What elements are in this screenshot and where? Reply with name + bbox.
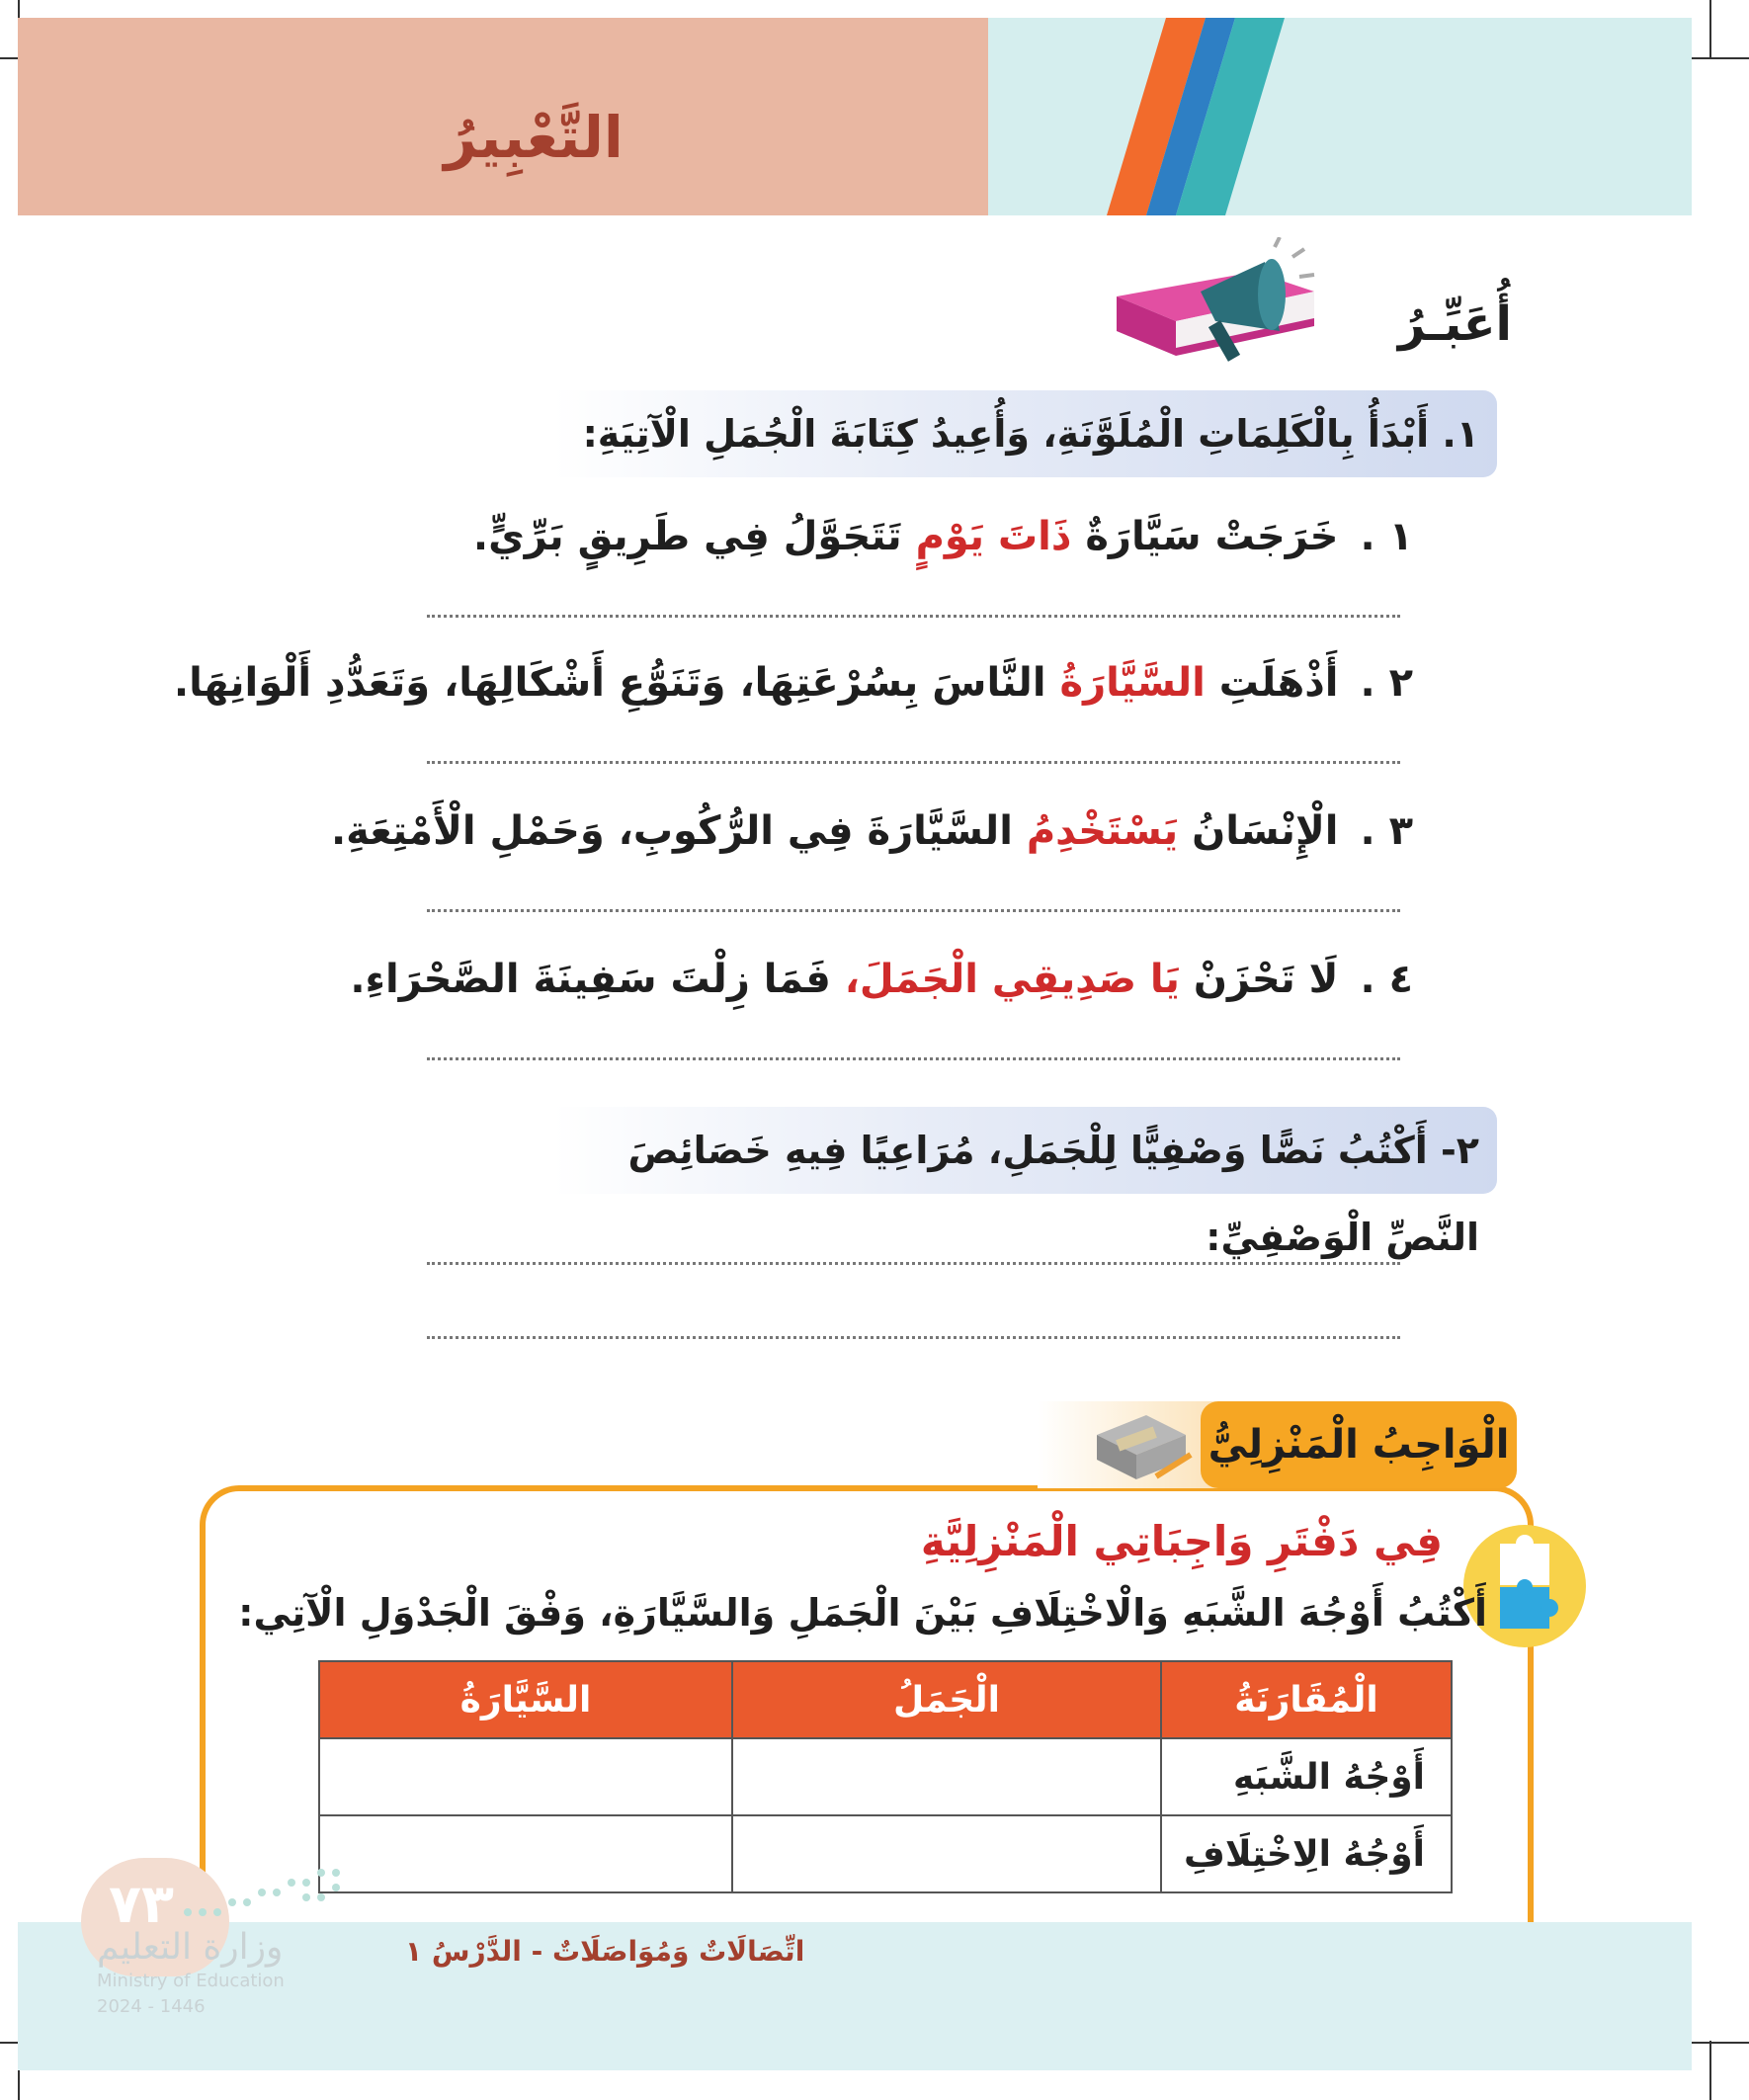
ministry-name-english: Ministry of Education xyxy=(97,1971,285,1991)
highlighted-words: يَا صَدِيقِي الْجَمَلَ، xyxy=(844,957,1180,1002)
section-heading: أُعَبِّـرُ xyxy=(1397,296,1512,352)
sentence-text: لَا تَحْزَنْ xyxy=(1179,957,1339,1002)
sentence-3 xyxy=(331,808,1413,854)
page-number: ٧٣ xyxy=(109,1873,174,1935)
sentence-text: فَمَا زِلْتَ سَفِينَةَ الصَّحْرَاءِ. xyxy=(350,957,845,1002)
highlighted-words: ذَاتَ يَوْمٍ xyxy=(915,514,1072,559)
sentence-text: أَذْهَلَتِ xyxy=(1205,660,1339,706)
book-megaphone-icon xyxy=(1107,237,1324,376)
table-cell[interactable] xyxy=(319,1815,732,1892)
sentence-text: الْإِنْسَانُ xyxy=(1178,808,1339,854)
homework-task: أَكْتُبُ أَوْجُهَ الشَّبَهِ وَالْاخْتِلَافِ بَيْنَ الْجَمَلِ وَالسَّيَّارَةِ، وَفْقَ الْجَدْوَلِ الْآتِي: xyxy=(238,1591,1487,1635)
highlighted-words: السَّيَّارَةُ xyxy=(1059,660,1206,706)
highlighted-words: يَسْتَخْدِمُ xyxy=(1026,808,1179,854)
exercise-1-instruction: ١. أَبْدَأُ بِالْكَلِمَاتِ الْمُلَوَّنَةِ، وَأُعِيدُ كِتَابَةَ الْجُمَلِ الْآتِيَةِ: xyxy=(553,390,1497,477)
table-header-row xyxy=(319,1661,1452,1738)
sentence-text: تَتَجَوَّلُ فِي طَرِيقٍ بَرِّيٍّ. xyxy=(472,514,916,559)
table-header: الْجَمَلُ xyxy=(732,1661,1161,1738)
table-cell[interactable] xyxy=(319,1738,732,1815)
sentence-text: السَّيَّارَةَ فِي الرُّكُوبِ، وَحَمْلِ الْأَمْتِعَةِ. xyxy=(330,808,1027,854)
sentence-2 xyxy=(174,660,1413,706)
answer-line[interactable] xyxy=(427,1262,1400,1265)
answer-line[interactable] xyxy=(427,615,1400,618)
sentence-text: النَّاسَ بِسُرْعَتِهَا، وَتَنَوُّعِ أَشْكَالِهَا، وَتَعَدُّدِ أَلْوَانِهَا. xyxy=(173,660,1060,706)
homework-subtitle: فِي دَفْتَرِ وَاجِبَاتِي الْمَنْزِلِيَّةِ xyxy=(920,1517,1443,1565)
table-row xyxy=(319,1738,1452,1815)
table-cell[interactable] xyxy=(732,1815,1161,1892)
sentence-text: خَرَجَتْ سَيَّارَةٌ xyxy=(1071,514,1339,559)
homework-tab: الْوَاجِبُ الْمَنْزِلِيُّ xyxy=(1201,1401,1517,1488)
table-header: الْمُقَارَنَةُ xyxy=(1161,1661,1452,1738)
sentence-number: ١ . xyxy=(1360,514,1413,559)
sentence-number: ٣ . xyxy=(1360,808,1413,854)
answer-line[interactable] xyxy=(427,1336,1400,1339)
crop-mark xyxy=(1709,0,1711,59)
crop-mark xyxy=(1690,2042,1749,2044)
crop-mark xyxy=(1690,57,1749,59)
table-row xyxy=(319,1815,1452,1892)
lesson-footer: اتِّصَالَاتٌ وَمُوَاصَلَاتٌ - الدَّرْسُ ١ xyxy=(405,1935,805,1968)
sentence-4 xyxy=(350,957,1413,1002)
header-stripes xyxy=(988,18,1285,215)
table-cell-label: أَوْجُهُ الشَّبَهِ xyxy=(1161,1738,1452,1815)
answer-line[interactable] xyxy=(427,1057,1400,1060)
answer-line[interactable] xyxy=(427,909,1400,912)
table-header: السَّيَّارَةُ xyxy=(319,1661,732,1738)
table-cell-label: أَوْجُهُ الِاخْتِلَافِ xyxy=(1161,1815,1452,1892)
page-title: التَّعْبِيرُ xyxy=(444,104,624,171)
sentence-1 xyxy=(473,514,1413,559)
answer-line[interactable] xyxy=(427,761,1400,764)
exercise-2-instruction: ٢- أَكْتُبُ نَصًّا وَصْفِيًّا لِلْجَمَلِ، مُرَاعِيًا فِيهِ خَصَائِصَ النَّصِّ الْوَصْفِيِّ: xyxy=(553,1107,1497,1194)
sentence-number: ٤ . xyxy=(1360,957,1413,1002)
ministry-logo-dots xyxy=(178,1863,356,1922)
crop-mark xyxy=(1709,2041,1711,2100)
sentence-number: ٢ . xyxy=(1360,660,1413,706)
ministry-name-arabic: وزارة التعليم xyxy=(97,1927,284,1968)
homework-box-icon xyxy=(1087,1405,1196,1484)
table-cell[interactable] xyxy=(732,1738,1161,1815)
comparison-table xyxy=(318,1660,1453,1893)
edition-year: 2024 - 1446 xyxy=(97,1996,206,2017)
